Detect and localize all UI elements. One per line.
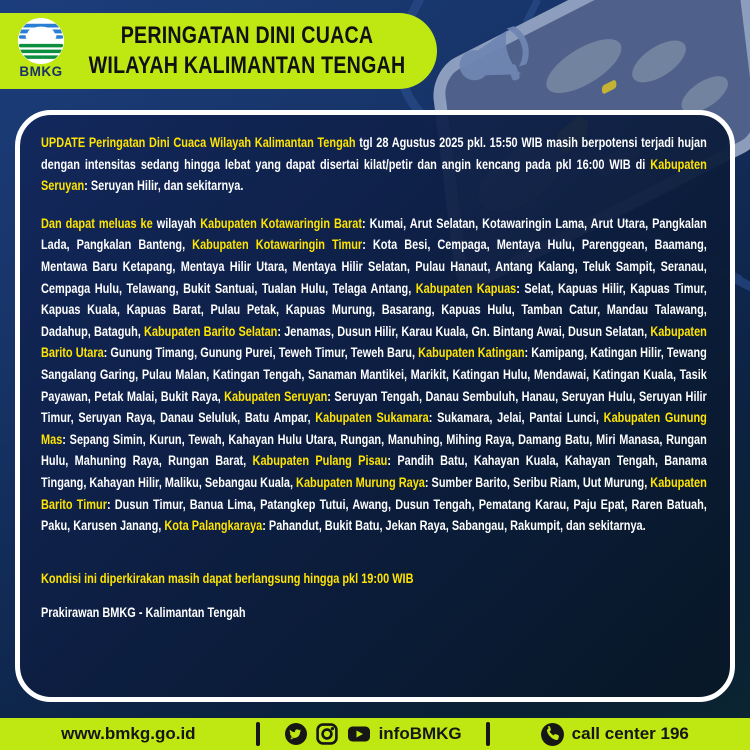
title-line-2: WILAYAH KALIMANTAN TENGAH — [88, 52, 406, 79]
bmkg-logo-icon — [17, 17, 65, 65]
call-center-label: call center 196 — [571, 724, 689, 743]
page-title — [79, 21, 415, 81]
website-label: www.bmkg.go.id — [61, 724, 196, 743]
warning-content-box — [15, 110, 735, 702]
social-handle-label: infoBMKG — [378, 724, 462, 743]
footer-bar — [0, 718, 750, 750]
bmkg-logo — [11, 17, 71, 79]
validity-note: Kondisi ini diperkirakan masih dapat berlangsung hingga pkl 19:00 WIB — [41, 570, 414, 586]
paragraph-update: UPDATE Peringatan Dini Cuaca Wilayah Kalimantan Tengah tgl 28 Agustus 2025 pkl. 15:50 WIB masih berpotensi terjadi hujan dengan intensitas sedang hingga lebat yang dapat disertai kilat/petir dan angin kencang pada pkl 16:00 WIB di Kabupaten Seruyan: Seruyan Hilir, dan sekitarnya. — [41, 135, 707, 194]
instagram-icon — [315, 722, 339, 746]
title-line-1: PERINGATAN DINI CUACA — [120, 22, 374, 49]
phone-icon — [540, 722, 565, 747]
forecaster-credit: Prakirawan BMKG - Kalimantan Tengah — [41, 605, 246, 621]
paragraph-expansion: Dan dapat meluas ke wilayah Kabupaten Kotawaringin Barat: Kumai, Arut Selatan, Kotawaringin Lama, Arut Utara, Pangkalan Lada, Pangkalan Banteng, Kabupaten Kotawaringin Timur: Kota Besi, Cempaga, Mentaya Hulu, Parenggean, Baamang, Mentawa Baru Ketapang, Mentaya Hilir Utara, Mentaya Hilir Selatan, Pulau Hanaut, Antang Kalang, Teluk Sampit, Seranau, Cempaga Hulu, Telawang, Bukit Santuai, Tualan Hulu, Telaga Antang, Kabupaten Kapuas: Selat, Kapuas Hilir, Kapuas Timur, Kapuas Kuala, Kapuas Barat, Pulau Petak, Kapuas Murung, Basarang, Kapuas Hulu, Tamban Catur, Mandau Talawang, Dadahup, Bataguh, Kabupaten Barito Selatan: Jenamas, Dusun Hilir, Karau Kuala, Gn. Bintang Awai, Dusun Selatan, Kabupaten Barito Utara: Gunung Timang, Gunung Purei, Teweh Timur, Teweh Baru, Kabupaten Katingan: Kamipang, Katingan Hilir, Tewang Sangalang Garing, Pulau Malan, Katingan Tengah, Sanaman Mantikei, Marikit, Katingan Hulu, Mendawai, Katingan Kuala, Tasik Payawan, Petak Malai, Bukit Raya, Kabupaten Seruyan: Seruyan Tengah, Danau Sembuluh, Hanau, Seruyan Hulu, Seruyan Hilir Timur, Seruyan Raya, Danau Seluluk, Batu Ampar, Kabupaten Sukamara: Sukamara, Jelai, Pantai Lunci, Kabupaten Gunung Mas: Sepang Simin, Kurun, Tewah, Kahayan Hulu Utara, Rungan, Manuhing, Mihing Raya, Damang Batu, Miri Manasa, Rungan Hulu, Mahuning Raya, Rungan Barat, Kabupaten Pulang Pisau: Pandih Batu, Kahayan Kuala, Kahayan Tengah, Banama Tingang, Kahayan Hilir, Maliku, Sebangau Kuala, Kabupaten Murung Raya: Sumber Barito, Seribu Riam, Uut Murung, Kabupaten Barito Timur: Dusun Timur, Banua Lima, Patangkep Tutui, Awang, Dusun Tengah, Pematang Karau, Paju Epat, Raren Batuah, Paku, Karusen Janang, Kota Palangkaraya: Pahandut, Bukit Batu, Jekan Raya, Sabangau, Rakumpit, dan sekitarnya. — [41, 215, 707, 534]
call-center-group — [540, 722, 689, 747]
separator-bar — [486, 722, 490, 746]
social-group — [284, 722, 462, 746]
bmkg-logo-label: BMKG — [19, 64, 63, 79]
separator-bar — [256, 722, 260, 746]
header-banner — [0, 13, 437, 89]
youtube-icon — [346, 722, 372, 746]
twitter-icon — [284, 722, 308, 746]
